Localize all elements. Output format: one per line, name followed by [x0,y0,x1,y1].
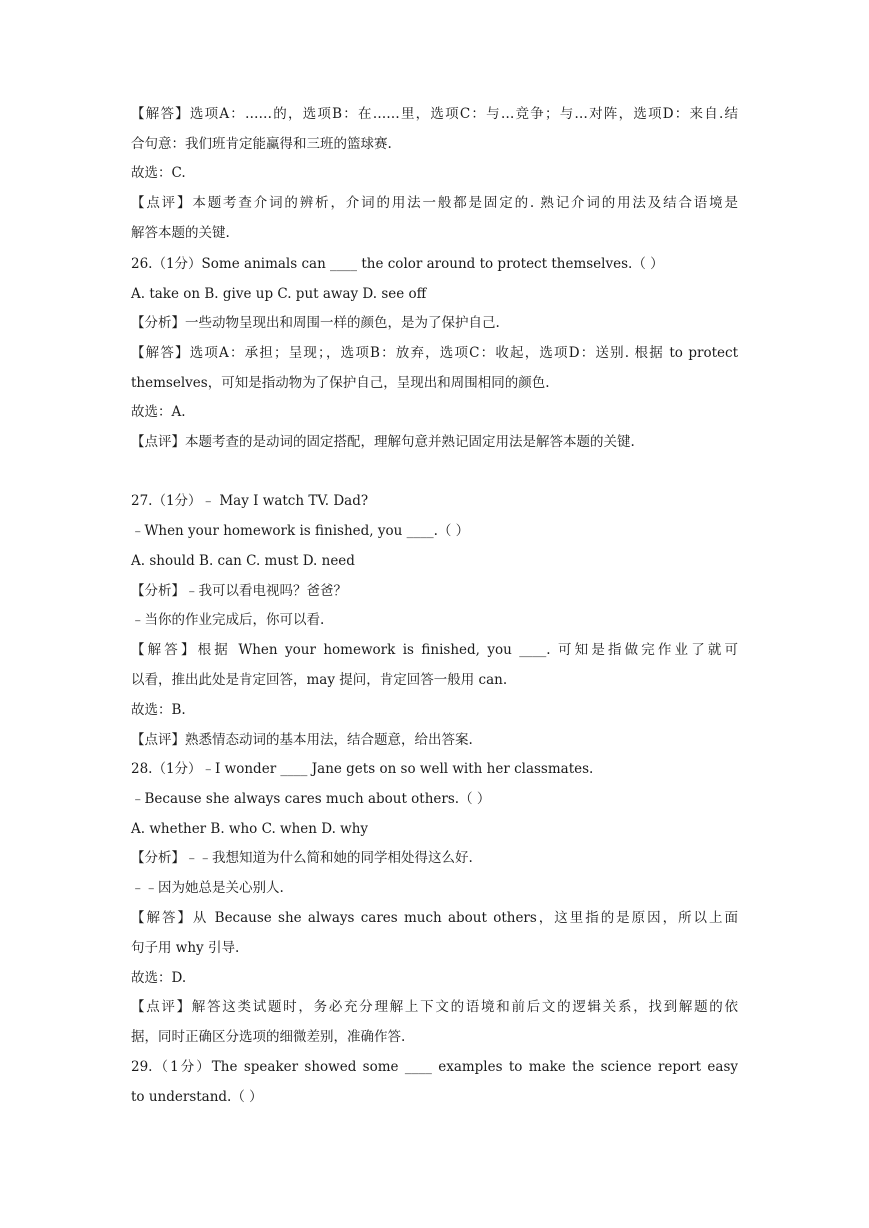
question-line: 26.（1分）Some animals can ____ the color around to protect themselves.（ ） [131,256,664,272]
text-line: 解答本题的关键. [131,225,230,241]
text-line: 【解答】选项A：……的，选项B：在……里，选项C：与…竞争；与…对阵，选项D：来自.结 [131,106,738,122]
question-line: ﹣Because she always cares much about others.（ ） [131,791,491,807]
text-line: 故选：D. [131,970,187,986]
text-line: 以看，推出此处是肯定回答，may 提问，肯定回答一般用 can. [131,672,508,688]
options-line: A. should B. can C. must D. need [131,553,355,569]
text-line: themselves，可知是指动物为了保护自己，呈现出和周围相同的颜色. [131,375,550,391]
text-line: 【点评】本题考查的是动词的固定搭配，理解句意并熟记固定用法是解答本题的关键. [131,434,635,450]
text-line: 故选：B. [131,702,186,718]
text-line: 故选：A. [131,404,186,420]
text-line: 【点评】本题考查介词的辨析，介词的用法一般都是固定的. 熟记介词的用法及结合语境是 [131,195,738,211]
options-line: A. take on B. give up C. put away D. see off [131,286,427,302]
question-line: to understand.（ ） [131,1089,263,1105]
text-line: ﹣当你的作业完成后，你可以看. [131,612,325,628]
question-line: ﹣When your homework is finished, you ____.（ ） [131,523,470,539]
text-line: 据，同时正确区分选项的细微差别，准确作答. [131,1029,406,1045]
text-line: 故选：C. [131,165,186,181]
text-line: 合句意：我们班肯定能赢得和三班的篮球赛. [131,136,392,152]
options-line: A. whether B. who C. when D. why [131,821,369,837]
text-line: 【解答】从 Because she always cares much about others，这里指的是原因，所以上面 [131,910,738,926]
text-line: 【分析】一些动物呈现出和周围一样的颜色，是为了保护自己. [131,315,500,331]
question-line: 27.（1分）﹣ May I watch TV. Dad? [131,493,369,509]
text-line: 【分析】﹣﹣我想知道为什么简和她的同学相处得这么好. [131,850,473,866]
text-line: 【解答】根据 When your homework is finished, you ____. 可知是指做完作业了就可 [131,642,738,658]
text-line: 【点评】熟悉情态动词的基本用法，结合题意，给出答案. [131,732,473,748]
text-line: 【点评】解答这类试题时，务必充分理解上下文的语境和前后文的逻辑关系，找到解题的依 [131,999,738,1015]
text-line: 【解答】选项A：承担；呈现；，选项B：放弃，选项C：收起，选项D：送别. 根据 to protect [131,345,738,361]
question-line: 29.（1分）The speaker showed some ____ examples to make the science report easy [131,1059,738,1075]
text-line: ﹣﹣因为她总是关心别人. [131,880,284,896]
text-line: 句子用 why 引导. [131,940,240,956]
text-line: 【分析】﹣我可以看电视吗？爸爸？ [131,583,347,599]
question-line: 28.（1分）﹣I wonder ____ Jane gets on so well with her classmates. [131,761,594,777]
